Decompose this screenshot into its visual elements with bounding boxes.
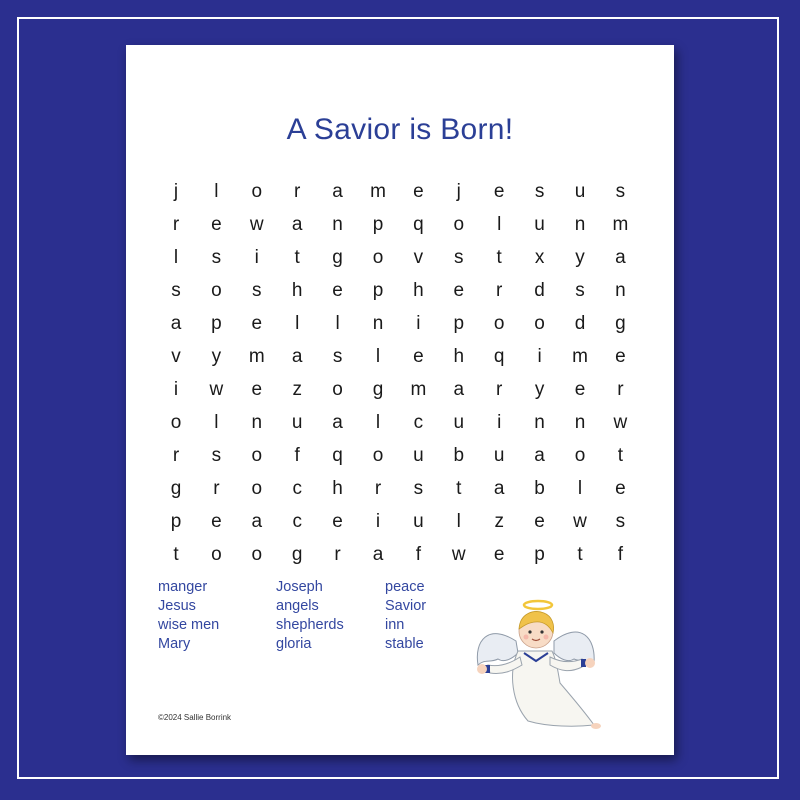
grid-letter: h (332, 478, 343, 499)
grid-letter: g (372, 379, 384, 400)
grid-letter: q (493, 346, 505, 367)
grid-letter: e (493, 181, 505, 202)
grid-letter: e (574, 379, 586, 400)
grid-letter: v (171, 346, 181, 367)
grid-letter: s (413, 478, 424, 499)
grid-letter: r (617, 379, 624, 400)
grid-letter: a (372, 544, 384, 565)
grid-letter: c (292, 511, 302, 532)
grid-letter: a (332, 181, 343, 202)
grid-letter: n (332, 214, 343, 235)
grid-letter: r (334, 544, 341, 565)
grid-letter: r (213, 478, 220, 499)
grid-letter: r (374, 478, 382, 499)
grid-letter: s (615, 181, 626, 202)
word-list-item: peace (385, 579, 425, 595)
grid-row (158, 406, 672, 439)
grid-letter: s (575, 280, 585, 301)
word-list-column (276, 578, 386, 654)
word-list-item: wise men (158, 617, 220, 633)
grid-letter: a (170, 313, 182, 334)
word-list-item: Mary (158, 636, 191, 652)
grid-letter: e (615, 346, 626, 367)
grid-letter: a (615, 247, 626, 268)
grid-letter: y (211, 346, 222, 367)
grid-letter: e (332, 280, 343, 301)
grid-letter: o (251, 544, 263, 565)
grid-letter: m (612, 214, 629, 235)
grid-letter: l (375, 346, 381, 367)
word-search-grid (158, 175, 672, 571)
grid-letter: e (211, 214, 222, 235)
grid-letter: i (537, 346, 542, 367)
grid-letter: z (494, 511, 504, 532)
copyright-text: ©2024 Sallie Borrink (158, 713, 232, 722)
word-list-item: angels (276, 598, 319, 614)
grid-letter: s (615, 511, 626, 532)
grid-letter: i (416, 313, 421, 334)
grid-letter: l (335, 313, 340, 334)
grid-row (158, 208, 672, 241)
grid-letter: o (493, 313, 505, 334)
grid-letter: o (211, 280, 222, 301)
grid-letter: n (251, 412, 263, 433)
word-list-item: Jesus (158, 598, 196, 614)
grid-letter: e (211, 511, 222, 532)
grid-letter: r (172, 214, 180, 235)
word-list-item: shepherds (276, 617, 344, 633)
grid-letter: u (493, 445, 505, 466)
word-list-item: Joseph (276, 579, 323, 595)
grid-letter: i (173, 379, 179, 400)
grid-letter: q (413, 214, 424, 235)
grid-letter: y (534, 379, 545, 400)
grid-row (158, 241, 672, 274)
grid-letter: m (410, 379, 427, 400)
grid-letter: i (497, 412, 502, 433)
page-title: A Savior is Born! (286, 113, 514, 146)
grid-letter: o (574, 445, 586, 466)
grid-letter: e (534, 511, 545, 532)
grid-letter: r (172, 445, 180, 466)
grid-letter: g (291, 544, 303, 565)
grid-letter: z (292, 379, 302, 400)
word-list-item: gloria (276, 636, 312, 652)
grid-letter: r (496, 280, 503, 301)
grid-letter: a (332, 412, 343, 433)
grid-letter: r (496, 379, 503, 400)
grid-row (158, 340, 672, 373)
grid-letter: f (294, 445, 300, 466)
grid-letter: o (372, 247, 384, 268)
grid-letter: a (291, 214, 303, 235)
grid-letter: y (575, 247, 585, 268)
grid-letter: x (534, 247, 545, 268)
grid-letter: p (170, 511, 182, 532)
grid-letter: s (211, 445, 222, 466)
grid-letter: w (573, 511, 587, 532)
grid-letter: l (214, 412, 219, 433)
grid-letter: o (251, 181, 263, 202)
grid-letter: l (214, 181, 219, 202)
grid-letter: v (413, 247, 424, 268)
grid-letter: g (332, 247, 343, 268)
grid-letter: m (370, 181, 386, 202)
grid-letter: n (615, 280, 626, 301)
grid-letter: g (170, 478, 182, 499)
grid-letter: u (534, 214, 545, 235)
grid-row (158, 373, 672, 406)
grid-letter: o (534, 313, 545, 334)
grid-letter: f (415, 544, 422, 565)
grid-letter: o (251, 478, 263, 499)
word-list-column (158, 578, 268, 654)
grid-letter: m (572, 346, 588, 367)
worksheet-page (126, 45, 674, 755)
grid-letter: j (173, 181, 179, 202)
grid-letter: f (617, 544, 624, 565)
grid-letter: e (453, 280, 465, 301)
grid-letter: o (332, 379, 343, 400)
angel-illustration (468, 593, 608, 733)
grid-letter: r (294, 181, 301, 202)
grid-letter: t (496, 247, 502, 268)
grid-letter: b (534, 478, 545, 499)
grid-letter: n (574, 214, 586, 235)
grid-row (158, 472, 672, 505)
grid-letter: n (574, 412, 586, 433)
grid-letter: t (173, 544, 179, 565)
grid-letter: j (456, 181, 461, 202)
grid-letter: d (534, 280, 545, 301)
grid-letter: o (251, 445, 263, 466)
grid-letter: s (252, 280, 262, 301)
grid-letter: u (574, 181, 586, 202)
grid-letter: g (615, 313, 626, 334)
grid-letter: s (171, 280, 181, 301)
grid-letter: s (534, 181, 545, 202)
grid-letter: p (534, 544, 545, 565)
grid-letter: b (453, 445, 465, 466)
word-list-item: stable (385, 636, 424, 652)
grid-letter: i (375, 511, 381, 532)
grid-letter: w (209, 379, 224, 400)
grid-letter: l (173, 247, 179, 268)
grid-row (158, 175, 672, 208)
grid-letter: w (249, 214, 264, 235)
grid-letter: q (332, 445, 343, 466)
grid-letter: a (251, 511, 263, 532)
grid-letter: d (574, 313, 586, 334)
grid-letter: l (497, 214, 502, 235)
grid-letter: l (456, 511, 461, 532)
grid-row (158, 307, 672, 340)
grid-letter: u (291, 412, 303, 433)
grid-letter: t (617, 445, 624, 466)
grid-letter: p (372, 214, 384, 235)
grid-letter: h (453, 346, 465, 367)
grid-letter: e (493, 544, 505, 565)
grid-letter: p (211, 313, 222, 334)
grid-letter: w (451, 544, 466, 565)
grid-row (158, 505, 672, 538)
grid-letter: u (413, 445, 424, 466)
grid-letter: h (413, 280, 424, 301)
grid-letter: o (453, 214, 465, 235)
grid-letter: u (453, 412, 465, 433)
grid-letter: o (211, 544, 222, 565)
grid-row (158, 274, 672, 307)
grid-letter: o (170, 412, 182, 433)
grid-letter: t (294, 247, 300, 268)
grid-letter: m (248, 346, 265, 367)
grid-letter: s (454, 247, 464, 268)
grid-letter: n (372, 313, 384, 334)
grid-letter: s (332, 346, 343, 367)
grid-letter: u (413, 511, 424, 532)
grid-letter: l (295, 313, 300, 334)
grid-letter: h (291, 280, 303, 301)
grid-letter: p (372, 280, 384, 301)
word-list-item: manger (158, 579, 208, 595)
grid-letter: a (493, 478, 505, 499)
grid-letter: t (577, 544, 583, 565)
grid-letter: o (372, 445, 384, 466)
grid-letter: e (251, 313, 263, 334)
grid-letter: a (534, 445, 545, 466)
grid-row (158, 439, 672, 472)
grid-letter: t (456, 478, 462, 499)
grid-letter: e (332, 511, 343, 532)
grid-letter: c (413, 412, 424, 433)
grid-row (158, 538, 672, 571)
grid-letter: p (453, 313, 465, 334)
grid-letter: a (453, 379, 465, 400)
grid-letter: l (375, 412, 381, 433)
grid-letter: s (211, 247, 222, 268)
grid-letter: i (254, 247, 259, 268)
grid-letter: c (292, 478, 302, 499)
grid-letter: w (613, 412, 628, 433)
grid-letter: l (577, 478, 583, 499)
grid-letter: e (251, 379, 263, 400)
word-list-item: inn (385, 617, 405, 633)
word-list-item: Savior (385, 598, 427, 614)
grid-letter: n (534, 412, 545, 433)
grid-letter: a (291, 346, 303, 367)
grid-letter: e (615, 478, 626, 499)
grid-letter: e (413, 346, 424, 367)
grid-letter: e (413, 181, 424, 202)
